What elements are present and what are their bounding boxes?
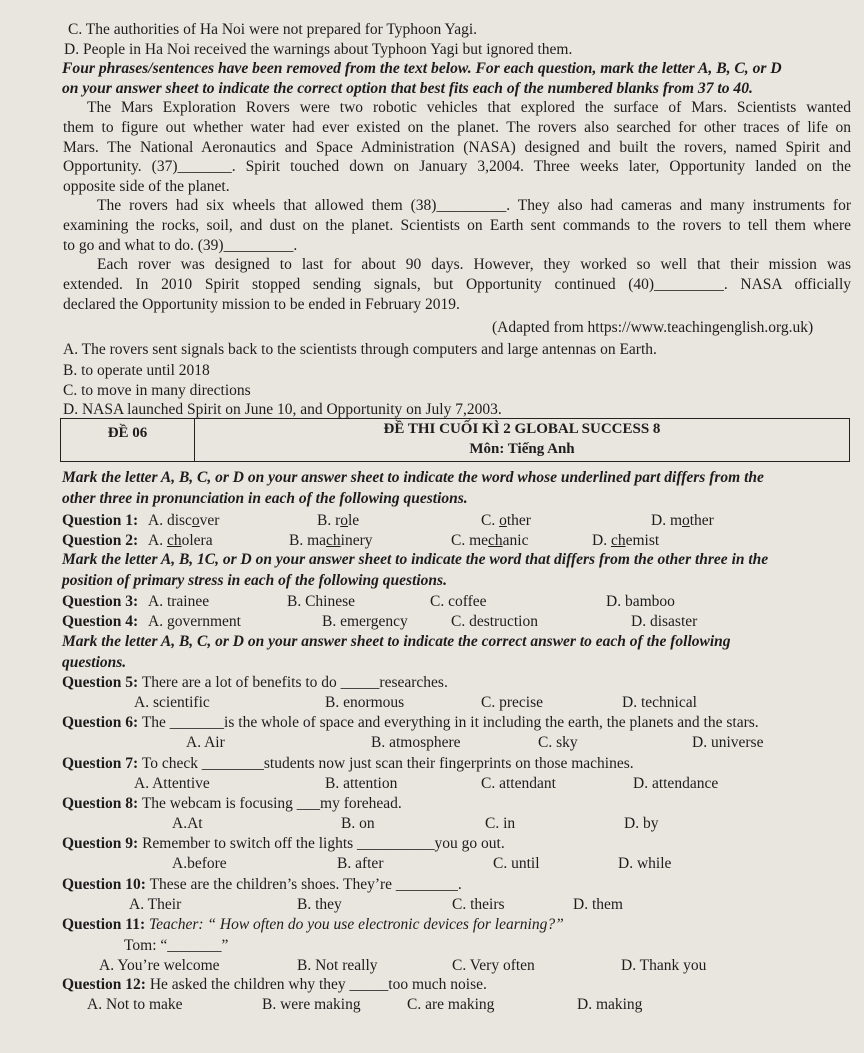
passage-p2-line3: to go and what to do. (39)_________. (63, 237, 298, 254)
q3-option-d[interactable]: D. bamboo (606, 593, 675, 610)
q8-option-c[interactable]: C. in (485, 815, 516, 832)
q8-option-d[interactable]: D. by (624, 815, 659, 832)
q9-option-b[interactable]: B. after (337, 855, 384, 872)
q11-option-c[interactable]: C. Very often (452, 957, 535, 974)
q8-option-b[interactable]: B. on (341, 815, 375, 832)
question-2 (62, 532, 138, 550)
q5-option-c[interactable]: C. precise (481, 694, 543, 711)
q6-option-a[interactable]: A. Air (186, 734, 225, 751)
passage-answer-c: C. to move in many directions (63, 382, 251, 399)
q9-option-a[interactable]: A.before (172, 855, 227, 872)
exam-code: ĐỀ 06 (61, 419, 195, 461)
question-1 (62, 512, 138, 530)
exam-title: ĐỀ THI CUỐI KÌ 2 GLOBAL SUCCESS 8 (383, 421, 661, 437)
q8-option-a[interactable]: A.At (172, 815, 203, 832)
question-4: Question 4: (62, 613, 139, 630)
question-3: Question 3: (62, 593, 139, 610)
q12-option-c[interactable]: C. are making (407, 996, 495, 1013)
q4-option-a[interactable]: A. government (148, 613, 241, 630)
q6-option-b[interactable]: B. atmosphere (371, 734, 461, 751)
question-10: Question 10: These are the children’s shoes. They’re ________. (62, 876, 462, 893)
question-11: Question 11: Teacher: “ How often do you use electronic devices for learning?” (62, 916, 564, 933)
q6-option-c[interactable]: C. sky (538, 734, 578, 751)
q12-option-a[interactable]: A. Not to make (87, 996, 183, 1013)
q5-option-d[interactable]: D. technical (622, 694, 697, 711)
passage-p1-line3: Mars. The National Aeronautics and Space Administration (NASA) designed and built the rovers, named Spirit and (63, 139, 851, 156)
passage-answer-d: D. NASA launched Spirit on June 10, and Opportunity on July 7,2003. (63, 401, 502, 418)
q1-option-d[interactable]: D. mother (651, 512, 714, 529)
q2-option-d[interactable]: D. chemist (592, 532, 660, 549)
q7-option-a[interactable]: A. Attentive (134, 775, 210, 792)
q9-option-c[interactable]: C. until (493, 855, 540, 872)
exam-subject: Môn: Tiếng Anh (469, 441, 575, 457)
q3-option-b[interactable]: B. Chinese (287, 593, 356, 610)
question-6: Question 6: The _______is the whole of space and everything in it including the earth, the planets and the stars. (62, 714, 759, 731)
q11-option-b[interactable]: B. Not really (297, 957, 378, 974)
question-12: Question 12: He asked the children why they _____too much noise. (62, 976, 487, 993)
question-label: Question 1: (62, 512, 139, 529)
passage-p2-line2: examining the rocks, soil, and dust on the planet. Scientists on Earth sent commands to the rovers to tell them where (63, 217, 851, 234)
section3-instruction-line2: questions. (62, 654, 127, 671)
question-5: Question 5: There are a lot of benefits to do _____researches. (62, 674, 448, 691)
q4-option-d[interactable]: D. disaster (631, 613, 698, 630)
passage-p1-line1: The Mars Exploration Rovers were two robotic vehicles that explored the surface of Mars. Scientists wanted (87, 99, 851, 116)
section3-instruction-line1: Mark the letter A, B, C, or D on your answer sheet to indicate the correct answer to each of the following (62, 633, 731, 650)
q2-option-c[interactable]: C. mechanic (451, 532, 529, 549)
q11-reply: Tom: “_______” (124, 937, 229, 954)
reading-instruction-line2: on your answer sheet to indicate the correct option that best fits each of the numbered blanks from 37 to 40. (62, 80, 753, 97)
q7-option-b[interactable]: B. attention (325, 775, 398, 792)
q12-option-d[interactable]: D. making (577, 996, 643, 1013)
passage-answer-b: B. to operate until 2018 (63, 362, 210, 379)
q11-option-a[interactable]: A. You’re welcome (99, 957, 220, 974)
passage-answer-a: A. The rovers sent signals back to the scientists through computers and large antennas on Earth. (63, 341, 657, 358)
passage-p1-line2: them to figure out whether water had ever existed on the planet. The rovers also searched for other traces of life on (63, 119, 851, 136)
q11-option-d[interactable]: D. Thank you (621, 957, 707, 974)
exam-header-box (60, 418, 850, 462)
passage-p2-line1: The rovers had six wheels that allowed them (38)_________. They also had cameras and many instruments for (97, 197, 851, 214)
q5-option-a[interactable]: A. scientific (134, 694, 210, 711)
section1-instruction-line2: other three in pronunciation in each of the following questions. (62, 490, 468, 507)
q2-option-b[interactable]: B. machinery (289, 532, 373, 549)
question-9: Question 9: Remember to switch off the lights __________you go out. (62, 835, 505, 852)
q10-option-d[interactable]: D. them (573, 896, 623, 913)
q10-option-c[interactable]: C. theirs (452, 896, 505, 913)
q6-option-d[interactable]: D. universe (692, 734, 764, 751)
passage-p3-line3: declared the Opportunity mission to be ended in February 2019. (63, 296, 460, 313)
q7-option-d[interactable]: D. attendance (633, 775, 719, 792)
q2-option-a[interactable]: A. cholera (148, 532, 213, 549)
q1-option-b[interactable]: B. role (317, 512, 360, 529)
q4-option-b[interactable]: B. emergency (322, 613, 408, 630)
q3-option-c[interactable]: C. coffee (430, 593, 487, 610)
reading-instruction-line1: Four phrases/sentences have been removed from the text below. For each question, mark the letter A, B, C, or D (62, 60, 782, 77)
q12-option-b[interactable]: B. were making (262, 996, 361, 1013)
q10-option-a[interactable]: A. Their (129, 896, 182, 913)
q3-option-a[interactable]: A. trainee (148, 593, 210, 610)
passage-p3-line2: extended. In 2010 Spirit stopped sending signals, but Opportunity continued (40)_________. NASA officially (63, 276, 851, 293)
q1-option-c[interactable]: C. other (481, 512, 531, 529)
question-8: Question 8: The webcam is focusing ___my forehead. (62, 795, 402, 812)
section2-instruction-line2: position of primary stress in each of the following questions. (62, 572, 447, 589)
q9-option-d[interactable]: D. while (618, 855, 672, 872)
prev-option-d: D. People in Ha Noi received the warnings about Typhoon Yagi but ignored them. (64, 41, 573, 58)
q10-option-b[interactable]: B. they (297, 896, 342, 913)
q7-option-c[interactable]: C. attendant (481, 775, 556, 792)
question-label: Question 2: (62, 532, 139, 549)
passage-p1-line4: Opportunity. (37)_______. Spirit touched down on January 3,2004. Three weeks later, Opportunity landed on the (63, 158, 851, 175)
question-7: Question 7: To check ________students now just scan their fingerprints on those machines. (62, 755, 634, 772)
passage-p1-line5: opposite side of the planet. (63, 178, 230, 195)
prev-option-c: C. The authorities of Ha Noi were not prepared for Typhoon Yagi. (68, 21, 478, 38)
q5-option-b[interactable]: B. enormous (325, 694, 405, 711)
section2-instruction-line1: Mark the letter A, B, 1C, or D on your answer sheet to indicate the word that differs from the other three in the (62, 551, 769, 568)
q1-option-a[interactable]: A. discover (148, 512, 220, 529)
passage-source: (Adapted from https://www.teachingenglish.org.uk) (492, 319, 814, 336)
section1-instruction-line1: Mark the letter A, B, C, or D on your answer sheet to indicate the word whose underlined part differs from the (62, 469, 764, 486)
q4-option-c[interactable]: C. destruction (451, 613, 538, 630)
passage-p3-line1: Each rover was designed to last for about 90 days. However, they worked so well that their mission was (97, 256, 851, 273)
